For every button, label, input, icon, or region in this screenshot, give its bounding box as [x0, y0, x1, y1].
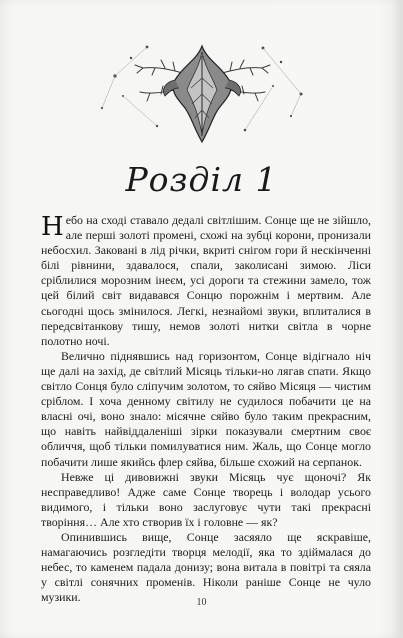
chapter-title: Розділ 1: [125, 160, 278, 199]
chapter-body: [41, 213, 371, 605]
page-number: 10: [196, 597, 207, 608]
paragraph: Невже ці дивовижні звуки Місяць чує щоночі? Як несправедливо! Адже саме Сонце творець і володар усього видимого, і тільки воно заслуговує чути такі прекрасні творіння… Але хто створив їх і головне — як?: [41, 469, 371, 529]
paragraph: Опинившись вище, Сонце засяяло ще яскравіше, намагаючись розгледіти творця мелодії, яка то здіймалася до небес, то каменем падала донизу; вона витала в повітрі та сяяла у світлі сонячних променів. Ніколи раніше Сонце не чуло музики.: [41, 529, 371, 605]
paragraph-text: ебо на сході ставало дедалі світлішим. Сонце ще не зійшло, але перші золоті промені, схожі на зубці корони, пронизали небосхил. Заковані в лід річки, вкриті снігом гори й нескінченні білі рівнини, здавалося, спали, заколисані зимою. Ліси сріблилися морозним інеєм, усі дороги та стежини замело, тож цей білий світ видавався Сонцю порожнім і мертвим. Але сьогодні щось змінилося. Легкі, незнайомі звуки, вплиталися в передсвітанкову тишу, немов золоті нитки світла в чорне полотно ночі.: [41, 213, 371, 348]
drop-cap: Н: [41, 212, 64, 242]
thorny-leaf-crest-ornament: [95, 38, 310, 146]
paragraph: Велично піднявшись над горизонтом, Сонце відігнало ніч ще далі на захід, де світлий Місяць тільки-но лягав спати. Якщо світло Сонця було сліпучим золотом, то сяйво Місяця — чистим сріблом. І хоча денному світилу не судилося побачити це на власні очі, воно знало: місячне сяйво було таким прекрасним, що навіть найвіддаленіші зірки показували смертним своє обличчя, щоб тільки помилуватися ним. Жаль, що Сонце могло побачити лише якийсь флер сяйва, більше схожий на серпанок.: [41, 348, 371, 469]
paragraph: [41, 213, 371, 349]
